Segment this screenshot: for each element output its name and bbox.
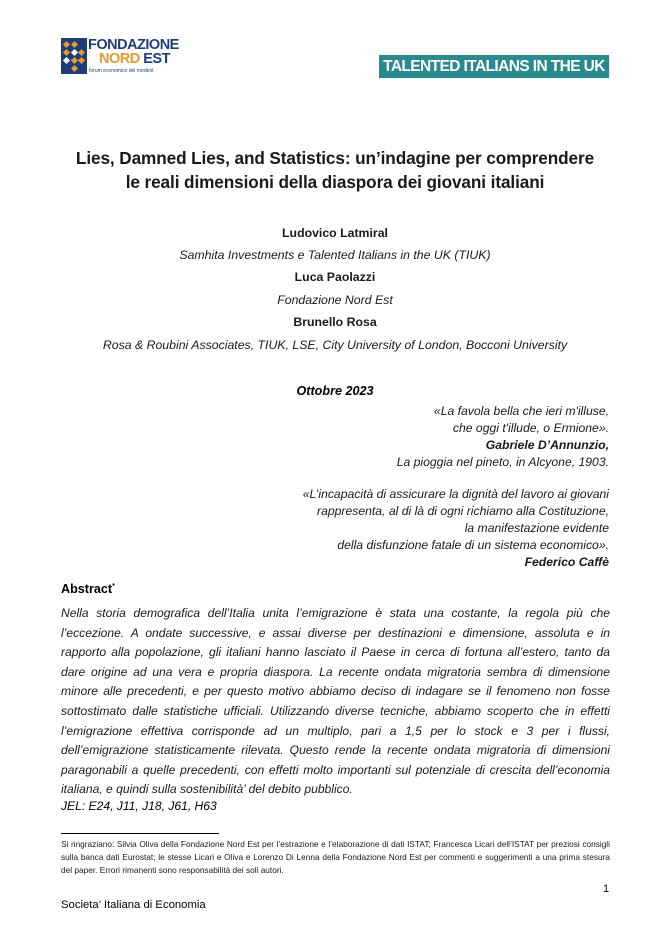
logo-mark-icon [61,38,87,74]
title-line-2: le reali dimensioni della diaspora dei giovani italiani [125,172,545,192]
abstract-heading-text: Abstract [61,582,113,596]
page-number: 1 [603,883,610,895]
quote-line: che oggi t'illude, o Ermione». [452,421,609,435]
abstract-heading [61,582,115,596]
author-affiliation: Rosa & Roubini Associates, TIUK, LSE, City University of London, Bocconi University [102,338,568,352]
footnote-marker: * [112,583,115,590]
paper-title [40,146,630,194]
author-name: Brunello Rosa [293,315,377,329]
logo-tagline: forum economico del nordest [89,68,154,74]
publication-date: Ottobre 2023 [296,384,374,398]
logo-text-fondazione: FONDAZIONE [88,37,179,53]
footnote-text: Si ringraziano: Silvia Oliva della Fondazione Nord Est per l’estrazione e l’elaborazione di dati ISTAT; Francesca Licari dell’ISTAT per preziosi consigli sulla banca dati Eurostat; le stesse Licari e Oliva e Lorenzo Di Lenna della Fondazione Nord Est per commenti e suggerimenti a una prima stesura del paper. Errori rimanenti sono responsabilità dei soli autori. [61,839,610,876]
author-name: Ludovico Latmiral [282,226,388,240]
logo-text-nord-est [99,52,170,67]
quote-author: Gabriele D’Annunzio, [485,438,609,452]
author-affiliation: Samhita Investments e Talented Italians in the UK (TIUK) [179,248,491,262]
title-line-1: Lies, Damned Lies, and Statistics: un’indagine per comprendere [75,148,595,168]
quote-line: della disfunzione fatale di un sistema economico». [337,538,609,552]
quote-author: Federico Caffè [524,555,609,569]
fondazione-nord-est-logo [61,37,179,78]
quote-source: La pioggia nel pineto, in Alcyone, 1903. [396,455,609,469]
author-name: Luca Paolazzi [294,270,376,284]
logo-text-nord: NORD [99,51,140,67]
epigraph-dannunzio [397,403,609,471]
quote-line: la manifestazione evidente [464,521,609,535]
quote-line: «La favola bella che ieri m'illuse, [433,404,609,418]
society-footer: Societa’ Italiana di Economia [61,899,206,911]
author-affiliation: Fondazione Nord Est [277,293,393,307]
quote-line: rappresenta, al di là di ogni richiamo alla Costituzione, [317,504,609,518]
epigraph-caffe [303,486,609,571]
abstract-body: Nella storia demografica dell’Italia unita l’emigrazione è stata una costante, la regola più che l’eccezione. A ondate successive, e assai diverse per destinazioni e dimensione, assoluta e in rapporto alla popolazione, gli italiani hanno lasciato il Paese in cerca di fortuna all’estero, tanto da dare origine ad una vera e propria diaspora. La recente ondata migratoria sembra di dimensione minore alle precedenti, e per questo motivo abbiamo deciso di indagare se il fenomeno non fosse sottostimato dalle statistiche ufficiali. Utilizzando diverse tecniche, abbiamo scoperto che in effetti l’emigrazione effettiva corrisponde ad un multiplo, pari a 1,5 per lo stock e 3 per i flussi, dell’emigrazione statisticamente rilevata. Questo rende la recente ondata migratoria di dimensioni paragonabili a quelle precedenti, con effetti molto importanti sul potenziale di crescita dell’economia italiana, e quindi sulla sostenibilità’ del debito pubblico. [61,606,610,797]
footnote-divider [61,833,219,834]
logo-text-est: EST [139,51,170,67]
quote-line: «L’incapacità di assicurare la dignità del lavoro ai giovani [302,487,609,501]
tiuk-banner: TALENTED ITALIANS IN THE UK [379,55,609,78]
jel-codes: JEL: E24, J11, J18, J61, H63 [61,799,217,813]
